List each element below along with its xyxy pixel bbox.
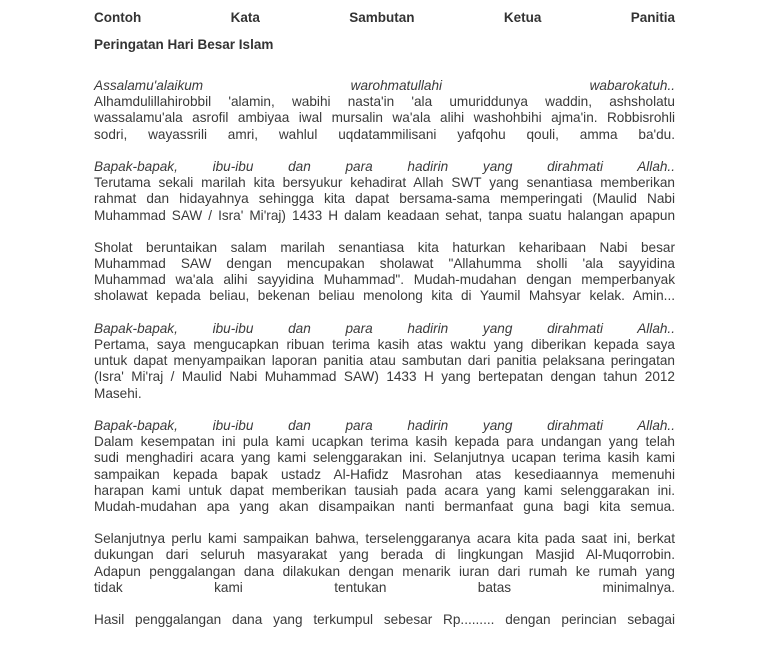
paragraph	[94, 78, 675, 143]
text-line: tidak kami tentukan batas minimalnya.	[94, 579, 675, 595]
salutation-line: Bapak-bapak, ibu-ibu dan para hadirin yang dirahmati Allah..	[94, 320, 675, 336]
text-line: Terutama sekali marilah kita bersyukur kehadirat Allah SWT yang senantiasa memberikan	[94, 175, 675, 191]
salutation-line: Bapak-bapak, ibu-ibu dan para hadirin yang dirahmati Allah..	[94, 158, 675, 174]
text-line: dukungan dari seluruh masyarakat yang berada di lingkungan Masjid Al-Muqorrobin.	[94, 547, 675, 563]
text-line: Muhammad SAW dengan mencupakan sholawat "Allahumma sholli 'ala sayyidina	[94, 256, 675, 272]
text-line: Adapun penggalangan dana dilakukan dengan menarik iuran dari rumah ke rumah yang	[94, 563, 675, 579]
text-line: sampaikan kepada bapak ustadz Al-Hafidz Masrohan atas kesediaannya memenuhi	[94, 466, 675, 482]
text-line: rahmat dan hidayahnya sehingga kita dapat bersama-sama memperingati (Maulid Nabi	[94, 191, 675, 207]
text-line: Dalam kesempatan ini pula kami ucapkan terima kasih kepada para undangan yang telah	[94, 434, 675, 450]
document-title-line-1: Contoh Kata Sambutan Ketua Panitia	[94, 10, 675, 25]
paragraph	[94, 418, 675, 515]
document-title-line-2: Peringatan Hari Besar Islam	[94, 37, 274, 52]
text-line: Selanjutnya perlu kami sampaikan bahwa, terselenggaranya acara kita pada saat ini, berkat	[94, 531, 675, 547]
paragraph	[94, 159, 675, 224]
text-line: sholawat kepada beliau, bekenan beliau menolong kita di Yaumil Mahsyar kelak. Amin...	[94, 288, 675, 304]
paragraph	[94, 240, 675, 305]
paragraph	[94, 612, 675, 628]
paragraph	[94, 531, 675, 596]
text-line: sodri, wayassrili amri, wahlul uqdatammilisani yafqohu qouli, amma ba'du.	[94, 126, 675, 142]
text-line: Pertama, saya mengucapkan ribuan terima kasih atas waktu yang diberikan kepada saya	[94, 337, 675, 352]
text-line: Alhamdulillahirobbil 'alamin, wabihi nasta'in 'ala umuriddunya waddin, ashsholatu	[94, 94, 675, 110]
text-line: sudi menghadiri acara yang kami selenggarakan ini. Selanjutnya ucapan terima kasih kami	[94, 450, 675, 466]
text-line: Sholat beruntaikan salam marilah senantiasa kita haturkan keharibaan Nabi besar	[94, 239, 675, 255]
text-line: Muhammad wa'ala alihi sayyidina Muhammad". Mudah-mudahan dengan memperbanyak	[94, 272, 675, 288]
text-line: Masehi.	[94, 385, 142, 401]
salutation-line: Assalamu'alaikum warohmatullahi wabarokatuh..	[94, 78, 675, 93]
salutation-line: Bapak-bapak, ibu-ibu dan para hadirin yang dirahmati Allah..	[94, 417, 675, 433]
text-line: wassalamu'ala asrofil ambiyaa iwal mursalin wa'ala alihi washohbihi ajma'in. Robbisrohli	[94, 110, 675, 126]
document-body	[94, 78, 675, 645]
text-line: Muhammad SAW / Isra' Mi'raj) 1433 H dalam keadaan sehat, tanpa suatu halangan apapun	[94, 207, 675, 223]
text-line: (Isra' Mi'raj / Maulid Nabi Muhammad SAW) 1433 H yang bertepatan dengan tahun 2012	[94, 369, 675, 385]
text-line: untuk dapat menyampaikan laporan panitia atau sambutan dari panitia pelaksana peringatan	[94, 353, 675, 369]
text-line: Mudah-mudahan apa yang akan disampaikan nanti bermanfaat guna bagi kita semua.	[94, 498, 675, 514]
text-line: Hasil penggalangan dana yang terkumpul sebesar Rp......... dengan perincian sebagai	[94, 612, 675, 628]
paragraph	[94, 321, 675, 402]
text-line: harapan kami untuk dapat memberikan tausiah pada acara yang kami selenggarakan ini.	[94, 482, 675, 498]
